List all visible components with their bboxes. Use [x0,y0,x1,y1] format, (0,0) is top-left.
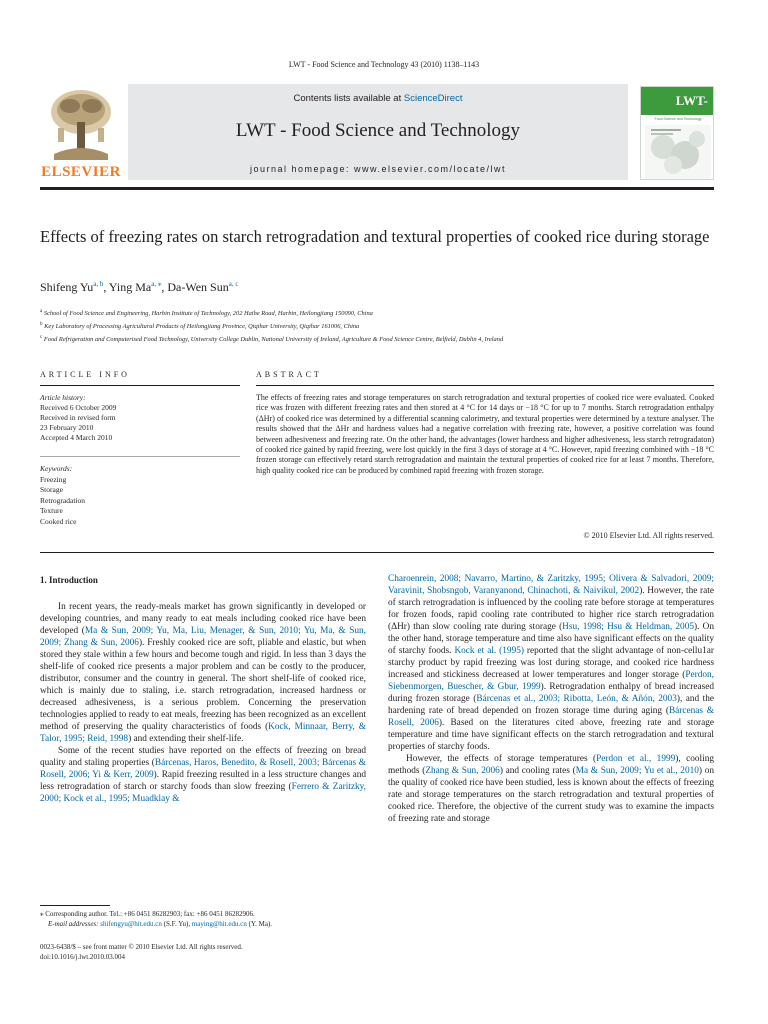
copyright-notice: © 2010 Elsevier Ltd. All rights reserved. [583,531,714,540]
corresponding-author-footnote [40,909,370,929]
affiliation-mark: b [40,322,43,328]
affiliation-text: School of Food Science and Engineering, Harbin Institute of Technology, 202 Haihe Road, Harbin, Heilongjiang 150090, China [43,310,373,318]
article-info-rule [40,385,240,386]
body-paragraph [388,573,714,753]
history-label: Article history: [40,393,86,402]
author-separator: , [103,280,109,294]
history-item: Received in revised form [40,413,116,422]
journal-homepage[interactable]: journal homepage: www.elsevier.com/locate/lwt [249,164,507,174]
article-info-heading: ARTICLE INFO [40,370,130,379]
issn-doi [40,942,243,962]
body-text: ) on the quality of cooked rice have been studied, less is known about the effects of freezing rate and storage temperatures on the starch retrogradation and textural properties of cooked rice. Therefore, the objective of the current study was to examine the impacts of freezing rate and storage [388,766,715,824]
citation-link[interactable]: Ma & Sun, 2009; Yu, Ma, Liu, Menager, & Sun, 2010; Yu, Ma, & Sun, 2009; Zhang & Sun, 2006 [40,626,366,648]
running-head: LWT - Food Science and Technology 43 (2010) 1138–1143 [288,60,480,69]
body-paragraph [40,745,366,805]
email-owner: (S.F. Yu), [161,920,192,928]
email-link[interactable]: maying@hit.edu.cn [191,920,247,928]
citation-link[interactable]: Zhang & Sun, 2006 [425,766,500,776]
keywords [40,464,240,527]
author-affiliation-mark[interactable]: a, c [228,280,239,288]
body-paragraph [388,753,714,825]
email-label: E-mail addresses: [48,920,99,928]
journal-masthead [40,84,714,184]
cover-title: LWT- [675,93,708,108]
keyword-item: Freezing [40,474,67,484]
affiliation-item [40,319,720,332]
citation-link[interactable]: Ferrero & Zaritzky, 2000; Kock et al., 1995; Muadklay & [40,782,367,804]
footnote-emails [40,919,370,929]
journal-cover-thumbnail [640,86,714,180]
affiliation-mark: c [40,335,43,341]
elsevier-wordmark: ELSEVIER [41,164,121,180]
body-text: ). Based on the literatures cited above, freezing rate and storage temperature and time have significant effects on the starch retrogradation and textural properties of starchy foods. [388,718,714,752]
keyword-item: Storage [40,485,63,494]
author-affiliation-mark[interactable]: a, ⁎ [151,280,162,288]
journal-title: LWT - Food Science and Technology [235,120,521,141]
citation-link[interactable]: Ma & Sun, 2009; Yu et al., 2010 [575,766,699,776]
author-list [40,280,238,295]
author-name: Shifeng Yu [40,280,94,294]
body-text: ). On the other hand, storage temperature and time also have significant effects on the quality of starchy foods. [388,622,715,656]
email-link[interactable]: shifengyu@hit.edu.cn [100,920,162,928]
sciencedirect-link[interactable]: ScienceDirect [403,93,463,104]
affiliation-item [40,332,720,345]
author-separator: , [161,280,168,294]
abstract-heading: ABSTRACT [256,370,322,379]
body-text: ). Retrogradation enthalpy of bread increased during frozen storage ( [388,682,714,704]
elsevier-logo [40,84,122,184]
abstract-bottom-rule [40,552,714,553]
citation-link[interactable]: Hsu, 1998; Hsu & Heldman, 2005 [562,622,694,632]
keywords-label: Keywords: [40,464,73,473]
section-heading-introduction: 1. Introduction [40,575,98,585]
author-affiliation-mark[interactable]: a, b [93,280,104,288]
keywords-rule [40,456,240,457]
affiliation-text: Food Refrigeration and Computerised Food Technology, University College Dublin, National University of Ireland, Agriculture & Food Science Centre, Belfield, Dublin 4, Ireland [43,336,504,344]
email-owner: (Y. Ma). [246,920,273,928]
citation-link[interactable]: Perdon et al., 1999 [596,754,676,764]
citation-link[interactable]: Kock et al. (1995) [454,646,524,656]
citation-link[interactable]: Bárcenas & Rosell, 2006 [388,706,714,728]
affiliation-item [40,306,720,319]
body-text: ) and cooling rates ( [499,766,576,776]
abstract-text: The effects of freezing rates and storage temperatures on starch retrogradation and textural properties of cooked rice were evaluated. Cooked rice was frozen with different freezing rates and then stored at 4 °C for 14 days or −18 °C for up to 7 months. Starch retrogradation enthalpy (ΔHr) of cooked rice was determined by a differential scanning calorimetry, and textural properties were determined by a texture analyser. The results showed that the ΔHr and hardness values had a negative correlation with freezing rate, however, a positive correlation was found between adhesiveness and freezing rate. On the other hand, the advantages (lower hardness and higher adhesiveness, less starch retrogradaton) of cooked rice gained by rapid freezing, were lost quickly in the first 3 days of storage at 4 °C. However, rapid freezing combined with −18 °C frozen storage can effectively retard starch retrogradation and maintain the textural properties of cooked rice for at least 7 months. Therefore, high quality cooked rice can be produced by combined rapid freezing with frozen storage. [256,393,714,475]
citation-link[interactable]: Perdon, Siebenmorgen, Buescher, & Gbur, 1999 [388,670,714,692]
issn-line: 0023-6438/$ – see front matter © 2010 Elsevier Ltd. All rights reserved. [40,943,243,951]
keyword-item: Retrogradation [40,495,85,505]
body-text: ). Freshly cooked rice are soft, pliable and elastic, but when stored they stale within a few hours and become tough and rigid. In less than 3 days the shelf-life of cooked rice presents a major problem and can be costly to the producer, distributor, consumer and the country in general. The short shelf-life of cooked rice, which is mainly due to staling, i.e. starch retrogradation, increased hardness or decreased adhesiveness, is a serious problem. Concerning the preservation technologies applied to ready to eat meals, freezing has been recognized as an excellent method of preserving the quality characteristics of foods ( [40,638,366,732]
body-text: ), and the hardening rate of bread depended on frozen storage time during aging ( [388,694,714,716]
citation-link[interactable]: Bárcenas et al., 2003; Ribotta, León, & Añón, 2003 [476,694,677,704]
history-item: 23 February 2010 [40,423,94,432]
body-text: reported that the slight advantage of non-cellu1ar starchy product by rapid freezing was lost during storage, and cooked rice hardness increased and stickiness decreased at lower temperatures and longer storage ( [388,646,714,680]
body-text: However, the effects of storage temperatures ( [406,754,597,764]
article-title: Effects of freezing rates on starch retrogradation and textural properties of cooked rice during storage [40,227,710,246]
history-item: Received 6 October 2009 [40,403,117,412]
affiliation-text: Key Laboratory of Processing Agricultural Products of Heilongjiang Province, Qiqihar University, Qiqihar 161006, China [44,323,360,331]
author-name: Da-Wen Sun [167,280,229,294]
body-column-left [40,601,366,805]
body-text: ) and extending their shelf-life. [128,734,244,744]
cover-subtitle: Food Science and Technology [654,117,702,121]
body-text: ), cooling methods ( [388,754,714,776]
contents-line [128,93,628,104]
author-name: Ying Ma [108,280,152,294]
body-text: ). However, the rate of starch retrogradation is influenced by the cooling rate before storage at temperatures for frozen foods, rapid cooling rate contributed to higher rice starch retrogradation (ΔHr) than slow cooling rate during storage ( [388,586,714,632]
body-text: ). Rapid freezing resulted in a less structure changes and less retrogradation of starch or starchy foods than slow freezing ( [40,770,366,792]
doi-line[interactable]: doi:10.1016/j.lwt.2010.03.004 [40,953,125,961]
history-item: Accepted 4 March 2010 [40,433,113,442]
affiliation-mark: a [40,309,43,314]
keyword-item: Texture [40,506,63,515]
body-text: In recent years, the ready-meals market has grown significantly in developed or developing countries, and many ready to eat meals including cooked rice have been developed ( [40,602,366,636]
article-history [40,393,240,443]
contents-text: Contents lists available at [293,93,404,104]
body-text: Some of the recent studies have reported on the effects of freezing on bread quality and staling properties ( [40,746,366,768]
cover-art-icon [645,125,711,179]
citation-link[interactable]: Kock, Minnaar, Berry, & Talor, 1995; Reid, 1998 [40,722,366,744]
body-column-right [388,573,714,825]
keyword-item: Cooked rice [40,516,77,526]
body-paragraph [40,601,366,745]
journal-title-block [128,84,628,180]
citation-link[interactable]: Charoenrein, 2008; Navarro, Martino, & Zaritzky, 1995; Olivera & Salvadori, 2009; Varavinit, Shobsngob, Varanyanond, Chinachoti, & Naivikul, 2002 [388,574,714,596]
citation-link[interactable]: Bárcenas, Haros, Benedito, & Rosell, 2003; Bárcenas & Rosell, 2006; Yi & Kerr, 2009 [40,758,366,780]
masthead-rule [40,187,714,190]
affiliations [40,306,720,345]
footnote-rule [40,905,110,906]
footnote-contact: ⁎ Corresponding author. Tel.: +86 0451 86282903; fax: +86 0451 86282906. [40,910,255,918]
abstract-rule [256,385,714,386]
